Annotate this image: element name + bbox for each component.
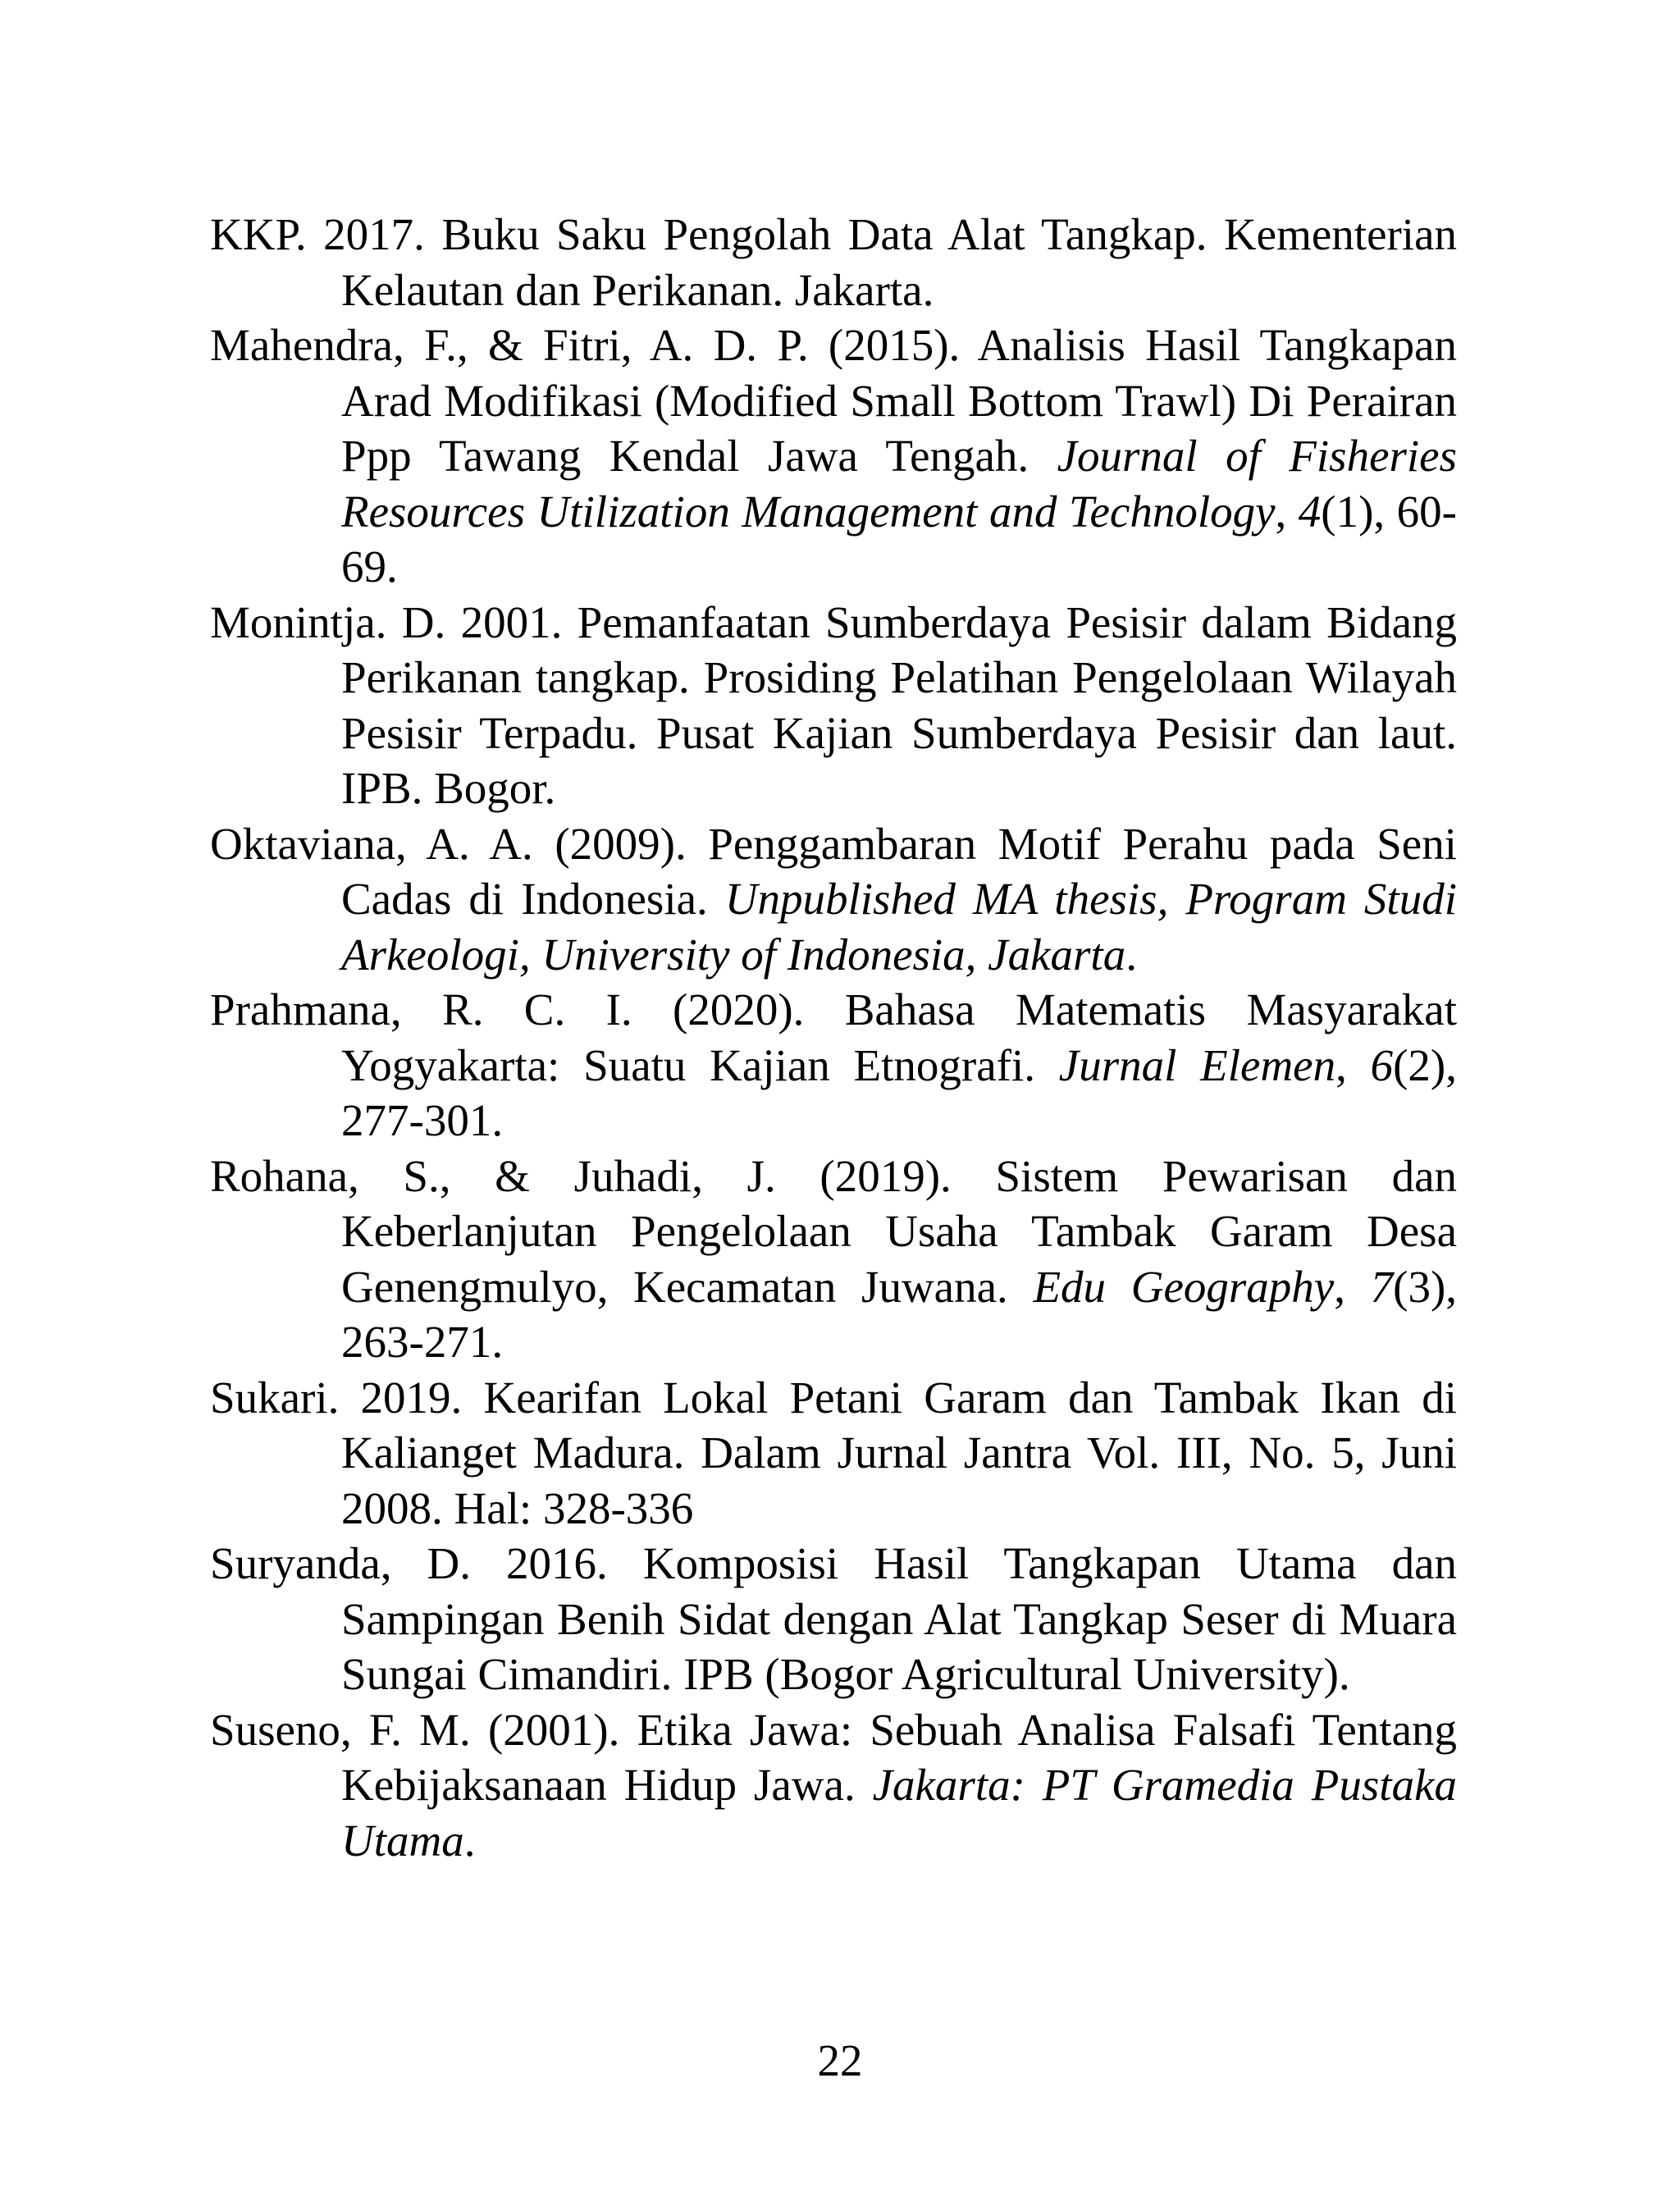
- reference-italic-text: Jurnal Elemen: [1058, 1039, 1336, 1090]
- reference-entry: [210, 1149, 1457, 1370]
- reference-text: .: [1125, 929, 1137, 980]
- reference-entry: [210, 317, 1457, 595]
- page-number: 22: [817, 2035, 863, 2085]
- reference-italic-text: Jakarta: PT Gramedia Pustaka Utama: [341, 1760, 1457, 1866]
- reference-text: Suryanda, D. 2016. Komposisi Hasil Tangkapan Utama dan Sampingan Benih Sidat dengan Alat Tangkap Seser di Muara Sungai Cimandiri. IPB (Bogor Agricultural University).: [210, 1538, 1457, 1699]
- reference-list: [210, 207, 1457, 1868]
- reference-text: Monintja. D. 2001. Pemanfaatan Sumberdaya Pesisir dalam Bidang Perikanan tangkap. Prosiding Pelatihan Pengelolaan Wilayah Pesisir Terpadu. Pusat Kajian Sumberdaya Pesisir dan laut. IPB. Bogor.: [210, 596, 1457, 813]
- reference-italic-text: 6: [1370, 1039, 1394, 1090]
- reference-entry: [210, 1702, 1457, 1869]
- reference-text: ,: [1335, 1039, 1371, 1090]
- reference-text: ,: [1275, 486, 1299, 537]
- reference-entry: [210, 595, 1457, 816]
- reference-entry: [210, 1536, 1457, 1702]
- reference-text: Oktaviana, A. A. (2009). Penggambaran Motif Perahu pada Seni Cadas di Indonesia.: [210, 818, 1457, 924]
- reference-text: (2), 277-301.: [341, 1039, 1457, 1145]
- reference-entry: [210, 1370, 1457, 1537]
- reference-text: (3), 263-271.: [341, 1261, 1458, 1367]
- reference-text: Mahendra, F., & Fitri, A. D. P. (2015). Analisis Hasil Tangkapan Arad Modifikasi (Modified Small Bottom Trawl) Di Perairan Ppp Tawang Kendal Jawa Tengah.: [210, 320, 1457, 481]
- reference-text: Rohana, S., & Juhadi, J. (2019). Sistem Pewarisan dan Keberlanjutan Pengelolaan Usaha Tambak Garam Desa Genengmulyo, Kecamatan Juwana.: [210, 1150, 1457, 1312]
- reference-text: .: [463, 1815, 476, 1866]
- reference-text: Prahmana, R. C. I. (2020). Bahasa Matematis Masyarakat Yogyakarta: Suatu Kajian Etnografi.: [210, 984, 1457, 1090]
- reference-italic-text: Unpublished MA thesis, Program Studi Arkeologi, University of Indonesia, Jakarta: [341, 874, 1457, 980]
- reference-entry: [210, 816, 1457, 983]
- reference-text: KKP. 2017. Buku Saku Pengolah Data Alat Tangkap. Kementerian Kelautan dan Perikanan. Jakarta.: [210, 209, 1457, 315]
- reference-italic-text: Edu Geography: [1033, 1261, 1335, 1312]
- reference-text: Suseno, F. M. (2001). Etika Jawa: Sebuah Analisa Falsafi Tentang Kebijaksanaan Hidup Jawa.: [210, 1704, 1457, 1810]
- reference-text: Sukari. 2019. Kearifan Lokal Petani Garam dan Tambak Ikan di Kalianget Madura. Dalam Jurnal Jantra Vol. III, No. 5, Juni 2008. Hal: 328-336: [210, 1372, 1457, 1533]
- reference-text: (1), 60-69.: [341, 486, 1457, 591]
- reference-text: ,: [1334, 1261, 1371, 1312]
- reference-italic-text: 7: [1370, 1261, 1394, 1312]
- reference-italic-text: Journal of Fisheries Resources Utilization Management and Technology: [341, 431, 1457, 537]
- reference-entry: [210, 982, 1457, 1149]
- reference-italic-text: 4: [1298, 486, 1322, 537]
- reference-entry: [210, 207, 1457, 317]
